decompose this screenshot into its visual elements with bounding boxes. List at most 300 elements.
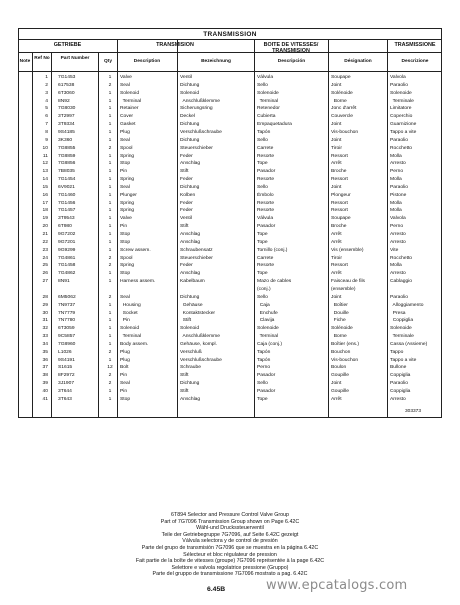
cell-es: Clavija bbox=[257, 318, 275, 324]
table-row bbox=[18, 184, 442, 191]
cell-desc: Spool bbox=[120, 145, 133, 151]
cell-de: Solenoid bbox=[180, 326, 200, 332]
footer-line: Teile der Getriebegruppe 7G7096, auf Seite 6.42C gezeigt bbox=[161, 531, 299, 538]
cell-qty: 1 bbox=[108, 232, 112, 237]
cell-qty: 1 bbox=[108, 389, 112, 394]
cell-es: Retenedor bbox=[257, 106, 280, 112]
cell-es: Válvula bbox=[257, 75, 274, 80]
cell-de: Dichtung bbox=[180, 122, 200, 128]
cell-fr: Vis-bouchon bbox=[331, 357, 359, 363]
cell-de: Feder bbox=[180, 177, 193, 183]
cell-ref: 24 bbox=[42, 255, 48, 261]
cell-fr: Ressort bbox=[331, 153, 348, 159]
cell-pn: 7G8859 bbox=[58, 153, 76, 159]
cell-de: Feder bbox=[180, 263, 193, 269]
cell-qty: 2 bbox=[108, 349, 112, 355]
cell-desc: Pin bbox=[120, 373, 128, 379]
table-row bbox=[18, 90, 442, 97]
cell-pn: 8F2972 bbox=[58, 373, 75, 379]
cell-de: Verschlußschraube bbox=[180, 129, 222, 135]
cell-qty: 1 bbox=[108, 122, 112, 128]
table-row bbox=[18, 396, 442, 403]
cell-de: Anschlußklemme bbox=[180, 98, 220, 104]
cell-desc: Seal bbox=[120, 184, 130, 190]
cell-pn: 7G1456 bbox=[58, 200, 76, 206]
cell-it: Molla bbox=[390, 177, 402, 183]
cell-pn: 6T3059 bbox=[58, 326, 75, 332]
cell-pn: 7G8856 bbox=[58, 161, 76, 167]
cell-qty: 1 bbox=[108, 279, 112, 285]
cell-es: Terminal bbox=[257, 98, 279, 104]
cell-fr: Joint bbox=[331, 122, 342, 128]
cell-ref: 7 bbox=[45, 122, 48, 128]
cell-desc: Spring bbox=[120, 208, 135, 214]
table-row bbox=[18, 262, 442, 269]
cell-de: Feder bbox=[180, 153, 193, 159]
cell-de: Anschlag bbox=[180, 396, 201, 402]
cell-fr: Ressort bbox=[331, 208, 348, 214]
cell-it: Terminale bbox=[390, 98, 414, 104]
cell-desc: Pin bbox=[120, 389, 128, 394]
cell-fr: Fiche bbox=[331, 318, 346, 324]
table-row bbox=[18, 192, 442, 199]
cell-pn: 3K360 bbox=[58, 137, 73, 143]
table-row bbox=[18, 270, 442, 277]
cell-fr: Joint bbox=[331, 381, 342, 387]
cell-desc: Pin bbox=[120, 224, 128, 230]
cell-it: Coppiglia bbox=[390, 318, 414, 324]
cell-ref: 23 bbox=[42, 247, 48, 253]
cell-desc: Plug bbox=[120, 349, 130, 355]
cell-de: Ventil bbox=[180, 216, 192, 222]
table-row bbox=[18, 357, 442, 364]
cell-it: Arresto bbox=[390, 232, 406, 237]
cell-it: Arresto bbox=[390, 271, 406, 277]
divider bbox=[18, 71, 442, 72]
cell-desc: Valve bbox=[120, 75, 132, 80]
cell-fr: Soupape bbox=[331, 216, 351, 222]
cell-pn: 9G7202 bbox=[58, 232, 76, 237]
cell-ref: 32 bbox=[42, 326, 48, 332]
cell-ref: 33 bbox=[42, 334, 48, 340]
cell-qty: 1 bbox=[108, 129, 112, 135]
cell-es: Perno bbox=[257, 365, 271, 371]
divider bbox=[18, 52, 442, 53]
cell-ref: 17 bbox=[42, 200, 48, 206]
table-row bbox=[18, 317, 442, 324]
cell-it: Paraolio bbox=[390, 184, 408, 190]
cell-it: Tappo a vite bbox=[390, 129, 417, 135]
cell-pn: 7G1453 bbox=[58, 75, 76, 80]
cell-qty: 2 bbox=[108, 145, 112, 151]
watermark: www.epcatalogs.com bbox=[266, 578, 408, 593]
table-row bbox=[18, 105, 442, 112]
cell-desc: Retainer bbox=[120, 106, 139, 112]
cell-desc: Plug bbox=[120, 129, 130, 135]
cell-de: Stift bbox=[180, 373, 189, 379]
cell-fr: Boulon bbox=[331, 365, 347, 371]
section-title: TRANSMISSION bbox=[203, 31, 257, 38]
cell-ref: 3 bbox=[45, 90, 48, 96]
cell-de: Stift bbox=[180, 224, 189, 230]
cell-de: Schraubensatz bbox=[180, 247, 213, 253]
cell-ref: 41 bbox=[42, 396, 48, 402]
cell-de: Dichtung bbox=[180, 184, 200, 190]
cell-it: Paraolio bbox=[390, 137, 408, 143]
cell-de: Anschlag bbox=[180, 161, 201, 167]
cell-fr: Couvercle bbox=[331, 114, 354, 120]
cell-de: Anschlußklemme bbox=[180, 334, 220, 340]
cell-desc: Seal bbox=[120, 137, 130, 143]
cell-ref: 1 bbox=[45, 75, 48, 80]
cell-it: Paraolio bbox=[390, 381, 408, 387]
cell-ref: 35 bbox=[42, 349, 48, 355]
cell-qty: 2 bbox=[108, 82, 112, 88]
cell-it: Paraolio bbox=[390, 82, 408, 88]
cell-es: Resorte bbox=[257, 153, 275, 159]
divider bbox=[18, 39, 442, 40]
cell-it: Cablaggio bbox=[390, 279, 413, 285]
cell-pn: 3T643 bbox=[58, 396, 72, 402]
footer-line: Selettore e valvola regolatrice pressione (Gruppo) bbox=[171, 564, 289, 571]
table-row bbox=[18, 207, 442, 214]
cell-pn: S1615 bbox=[58, 365, 73, 371]
cell-qty: 12 bbox=[107, 365, 113, 371]
cell-es: Resorte bbox=[257, 208, 275, 214]
cell-pn: 7G4861 bbox=[58, 255, 76, 261]
cell-de: Gehäuse, kompl. bbox=[180, 341, 217, 347]
cell-qty: 1 bbox=[108, 216, 112, 222]
cell-de: Verschluß bbox=[180, 349, 202, 355]
table-row bbox=[18, 129, 442, 136]
cell-de: Solenoid bbox=[180, 90, 200, 96]
cell-es: Sello bbox=[257, 137, 268, 143]
cell-fr: Tiroir bbox=[331, 145, 342, 151]
cell-es: Tope bbox=[257, 232, 268, 237]
cell-it: Molla bbox=[390, 263, 402, 269]
cell-ref: 14 bbox=[42, 177, 48, 183]
cell-ref: 22 bbox=[42, 239, 48, 245]
table-row bbox=[18, 247, 442, 254]
cell-desc: Cover bbox=[120, 114, 134, 120]
cell-pn: 6T3060 bbox=[58, 90, 75, 96]
table-row bbox=[18, 176, 442, 183]
cell-es: Mazo de cables bbox=[257, 279, 292, 285]
cell-es: Tope bbox=[257, 271, 268, 277]
cell-de: Steuerschieber bbox=[180, 145, 213, 151]
cell-desc: Seal bbox=[120, 381, 130, 387]
cell-pn: 3T644 bbox=[58, 389, 72, 394]
cell-desc: Spring bbox=[120, 177, 135, 183]
cell-qty: 1 bbox=[108, 106, 112, 112]
cell-de: Ventil bbox=[180, 75, 192, 80]
cell-it: Arresto bbox=[390, 396, 406, 402]
cell-desc: Bolt bbox=[120, 365, 129, 371]
table-row bbox=[18, 325, 442, 332]
cell-fr: Arrêt bbox=[331, 232, 342, 237]
cell-de: Stift bbox=[180, 318, 192, 324]
cell-es: Tapón bbox=[257, 357, 271, 363]
table-row bbox=[18, 82, 442, 89]
cell-es: Pasador bbox=[257, 389, 276, 394]
cell-qty: 1 bbox=[108, 90, 112, 96]
cell-ref: 34 bbox=[42, 341, 48, 347]
cell-es: Enchufe bbox=[257, 310, 278, 316]
cell-it: Valvola bbox=[390, 216, 406, 222]
cell-es: (conj.) bbox=[257, 286, 271, 292]
table-row bbox=[18, 121, 442, 128]
cell-es: Carrete bbox=[257, 145, 274, 151]
cell-ref: 27 bbox=[42, 279, 48, 285]
cell-es: Resorte bbox=[257, 263, 275, 269]
cell-fr: Arrêt bbox=[331, 161, 342, 167]
footer-line: Sélecteur et bloc régulateur de pression bbox=[183, 551, 277, 558]
cell-es: Sello bbox=[257, 381, 268, 387]
cell-it: Alloggiamento bbox=[390, 302, 424, 308]
cell-fr: Broche bbox=[331, 224, 347, 230]
cell-qty: 1 bbox=[108, 326, 112, 332]
cell-pn: 7B8035 bbox=[58, 169, 75, 175]
cell-qty: 1 bbox=[108, 302, 112, 308]
cell-pn: 7G1454 bbox=[58, 177, 76, 183]
figure-number: 303373 bbox=[405, 409, 422, 414]
table-row bbox=[18, 160, 442, 167]
cell-fr: Joint bbox=[331, 184, 342, 190]
cell-qty: 1 bbox=[108, 334, 112, 340]
cell-desc: Stop bbox=[120, 271, 131, 277]
cell-fr: Goupille bbox=[331, 389, 349, 394]
cell-qty: 1 bbox=[108, 396, 112, 402]
cell-fr: Boîtier (ens.) bbox=[331, 341, 359, 347]
table-row bbox=[18, 153, 442, 160]
cell-it: Rocchetto bbox=[390, 145, 413, 151]
cell-it: Cassa (Assieme) bbox=[390, 341, 428, 347]
cell-it: Rocchetto bbox=[390, 255, 413, 261]
cell-pn: 7N7780 bbox=[58, 318, 76, 324]
cell-fr: Vis (ensemble) bbox=[331, 247, 364, 253]
cell-fr: Arrêt bbox=[331, 396, 342, 402]
col-description: Description bbox=[133, 59, 161, 64]
cell-ref: 26 bbox=[42, 271, 48, 277]
cell-ref: 19 bbox=[42, 216, 48, 222]
cell-fr: Borne bbox=[331, 98, 347, 104]
cell-qty: 1 bbox=[108, 239, 112, 245]
cell-ref: 11 bbox=[42, 153, 48, 159]
cell-qty: 2 bbox=[108, 381, 112, 387]
cell-es: Caja (conj.) bbox=[257, 341, 283, 347]
cell-fr: Joint bbox=[331, 137, 342, 143]
cell-fr: Solénoide bbox=[331, 326, 353, 332]
cell-desc: Pin bbox=[120, 169, 128, 175]
table-row bbox=[18, 278, 442, 285]
cell-desc: Spring bbox=[120, 200, 135, 206]
cell-de: Verschlußschraube bbox=[180, 357, 222, 363]
table-row bbox=[18, 231, 442, 238]
cell-ref: 31 bbox=[42, 318, 48, 324]
table-row bbox=[18, 341, 442, 348]
cell-fr: Ressort bbox=[331, 263, 348, 269]
cell-pn: 8N91 bbox=[58, 279, 70, 285]
cell-ref: 39 bbox=[42, 381, 48, 387]
footer-line: Parte del gruppo de transmissione 7G7096 mostrato a pag. 6.42C bbox=[152, 571, 308, 578]
cell-qty: 1 bbox=[108, 224, 112, 230]
cell-it: Valvola bbox=[390, 75, 406, 80]
table-row bbox=[18, 113, 442, 120]
cell-desc: Stop bbox=[120, 161, 131, 167]
cell-pn: 7G8030 bbox=[58, 106, 76, 112]
cell-qty: 1 bbox=[108, 169, 112, 175]
cell-it: Molla bbox=[390, 200, 402, 206]
cell-pn: 7G8960 bbox=[58, 341, 76, 347]
table-row bbox=[18, 333, 442, 340]
table-row bbox=[18, 302, 442, 309]
cell-it: Perno bbox=[390, 169, 404, 175]
cell-pn: 7N7779 bbox=[58, 310, 76, 316]
footer-line: Fait partie de la boîte de vitesses (groupe) 7G7096 représentée à la page 6.42C bbox=[135, 558, 325, 565]
cell-de: Anschlag bbox=[180, 271, 201, 277]
cell-qty: 1 bbox=[108, 310, 112, 316]
cell-fr: Tiroir bbox=[331, 255, 342, 261]
cell-it: Limitatore bbox=[390, 106, 412, 112]
cell-qty: 1 bbox=[108, 341, 112, 347]
cell-it: Vite bbox=[390, 247, 399, 253]
footer-line: 6T894 Selector and Pressure Control Valve Group bbox=[171, 512, 289, 518]
cell-es: Terminal bbox=[257, 334, 279, 340]
cell-fr: Vis-bouchon bbox=[331, 129, 359, 135]
cell-ref: 12 bbox=[42, 161, 48, 167]
cell-qty: 1 bbox=[108, 98, 112, 104]
cell-ref: 30 bbox=[42, 310, 48, 316]
cell-ref: 36 bbox=[42, 357, 48, 363]
cell-ref: 2 bbox=[45, 82, 48, 88]
cell-qty: 1 bbox=[108, 114, 112, 120]
cell-ref: 6 bbox=[45, 114, 48, 120]
cell-it: Terminale bbox=[390, 334, 414, 340]
cell-de: Dichtung bbox=[180, 381, 200, 387]
cell-desc: Seal bbox=[120, 294, 130, 300]
cell-de: Dichtung bbox=[180, 294, 200, 300]
cell-pn: 9C5857 bbox=[58, 334, 76, 340]
col-qty: Qty bbox=[104, 59, 112, 64]
cell-qty: 1 bbox=[108, 247, 112, 253]
cell-es: Tornillo (conj.) bbox=[257, 247, 288, 253]
cell-pn: 7G1460 bbox=[58, 192, 76, 198]
cell-es: Tope bbox=[257, 161, 268, 167]
page-code: 6.45B bbox=[207, 586, 226, 593]
cell-de: Anschlag bbox=[180, 232, 201, 237]
cell-ref: 5 bbox=[45, 106, 48, 112]
cell-it: Arresto bbox=[390, 239, 406, 245]
cell-qty: 1 bbox=[108, 137, 112, 143]
cell-it: Solenoide bbox=[390, 90, 412, 96]
cell-pn: 7G1458 bbox=[58, 263, 76, 269]
cell-de: Stift bbox=[180, 169, 189, 175]
cell-pn: 9S4191 bbox=[58, 357, 75, 363]
cell-desc: Housing bbox=[120, 302, 141, 308]
cell-it: Paraolio bbox=[390, 294, 408, 300]
cell-ref: 13 bbox=[42, 169, 48, 175]
cell-pn: 617538 bbox=[58, 82, 75, 88]
col-descripcion: Descripción bbox=[277, 59, 306, 64]
cell-de: Dichtung bbox=[180, 137, 200, 143]
col-ref: Ref No bbox=[34, 56, 50, 61]
cell-de: Anschlag bbox=[180, 239, 201, 245]
table-row bbox=[18, 372, 442, 379]
cell-es: Cubierta bbox=[257, 114, 276, 120]
table-row bbox=[18, 255, 442, 262]
cell-fr: Faisceau de fils bbox=[331, 279, 365, 285]
footer-line: Wähl-und Druckssteuerventil bbox=[196, 525, 264, 532]
cell-qty: 1 bbox=[108, 271, 112, 277]
cell-de: Kontaktstecker bbox=[180, 310, 216, 316]
cell-ref: 40 bbox=[42, 389, 48, 394]
cell-fr: (ensemble) bbox=[331, 286, 356, 292]
lang-header-es: BOITE DE VITESSES/ TRANSMISION bbox=[263, 42, 319, 54]
cell-pn: 3T2997 bbox=[58, 114, 75, 120]
cell-fr: Arrêt bbox=[331, 239, 342, 245]
cell-fr: Soupape bbox=[331, 75, 351, 80]
cell-pn: 9G9299 bbox=[58, 247, 76, 253]
footer-line: Parte del grupo de transmisión 7G7096 que se muestra en la página 6.42C bbox=[141, 545, 319, 551]
cell-desc: Stop bbox=[120, 396, 131, 402]
cell-pn: 3T9543 bbox=[58, 216, 75, 222]
lang-header-de: GETRIEBE bbox=[53, 42, 82, 48]
table-row bbox=[18, 239, 442, 246]
cell-es: Pasador bbox=[257, 224, 276, 230]
cell-ref: 38 bbox=[42, 373, 48, 379]
cell-fr: Douille bbox=[331, 310, 349, 316]
cell-es: Empaquetadura bbox=[257, 122, 292, 128]
cell-desc: Screw assem. bbox=[120, 247, 151, 253]
cell-ref: 4 bbox=[45, 98, 48, 104]
cell-fr: Ressort bbox=[331, 200, 348, 206]
cell-it: Presa bbox=[390, 310, 406, 316]
cell-ref: 21 bbox=[42, 232, 48, 237]
cell-qty: 1 bbox=[108, 153, 112, 159]
table-row bbox=[18, 380, 442, 387]
cell-it: Perno bbox=[390, 224, 404, 230]
cell-fr: Plongeur bbox=[331, 192, 351, 198]
table-row bbox=[18, 215, 442, 222]
cell-es: Pasador bbox=[257, 373, 276, 379]
cell-pn: L1026 bbox=[58, 349, 72, 355]
cell-de: Gehäuse bbox=[180, 302, 203, 308]
table-row bbox=[18, 388, 442, 395]
cell-ref: 16 bbox=[42, 192, 48, 198]
cell-ref: 9 bbox=[45, 137, 48, 143]
cell-fr: Bouchon bbox=[331, 349, 351, 355]
cell-it: Arresto bbox=[390, 161, 406, 167]
table-row bbox=[18, 145, 442, 152]
cell-fr: Arrêt bbox=[331, 271, 342, 277]
cell-pn: 9G7201 bbox=[58, 239, 76, 245]
cell-qty: 2 bbox=[108, 263, 112, 269]
cell-fr: Joint bbox=[331, 294, 342, 300]
cell-desc: Stop bbox=[120, 239, 131, 245]
cell-qty: 1 bbox=[108, 200, 112, 206]
cell-es: Émbolo bbox=[257, 192, 274, 198]
cell-desc: Harness assem. bbox=[120, 279, 156, 285]
cell-qty: 2 bbox=[108, 373, 112, 379]
cell-de: Schraube bbox=[180, 365, 201, 371]
table-row bbox=[18, 168, 442, 175]
cell-fr: Jonc d'arrêt bbox=[331, 106, 357, 112]
table-row bbox=[18, 349, 442, 356]
cell-desc: Gasket bbox=[120, 122, 136, 128]
cell-fr: Solénoide bbox=[331, 90, 353, 96]
cell-desc: Stop bbox=[120, 232, 131, 237]
col-part-number: Part Number bbox=[60, 56, 90, 61]
